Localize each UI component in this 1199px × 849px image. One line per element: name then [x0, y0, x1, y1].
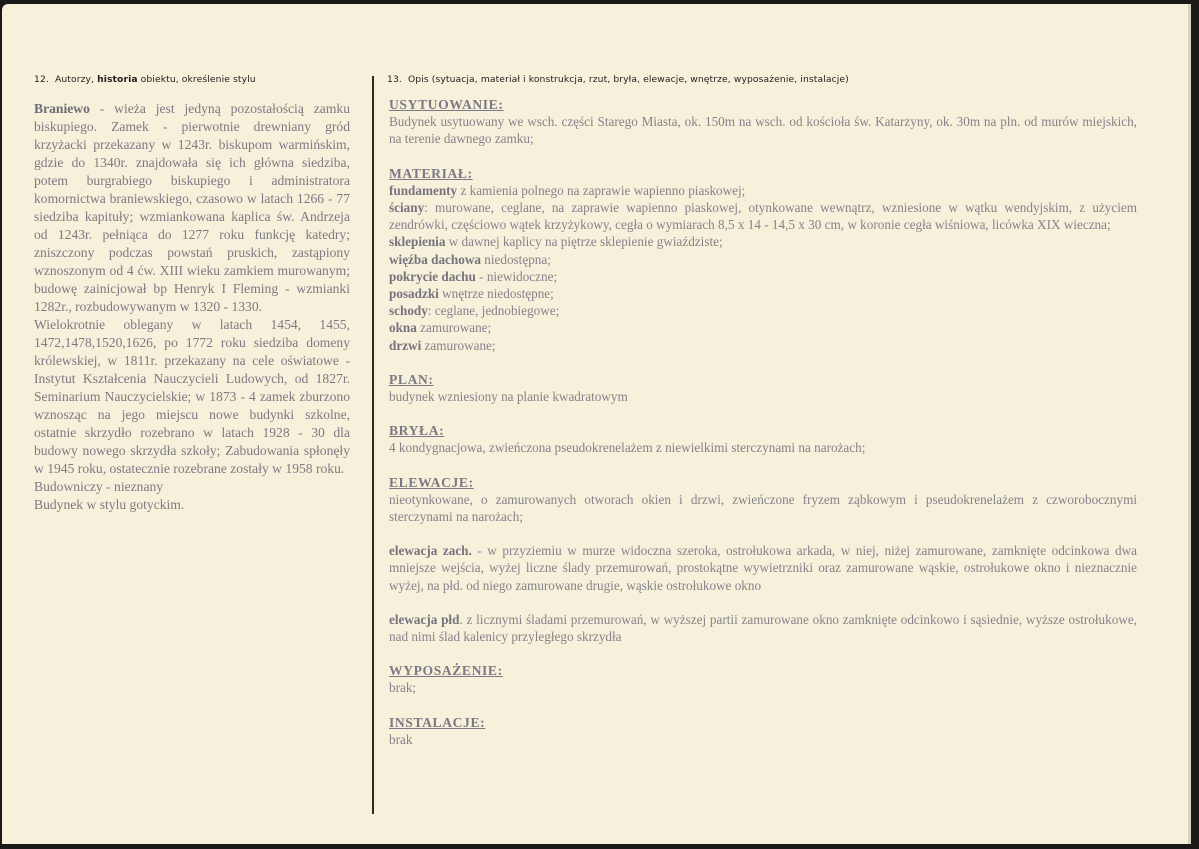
history-column: [34, 100, 350, 514]
instalacje-heading: INSTALACJE:: [389, 714, 486, 730]
section-13-label: [387, 74, 849, 85]
style-text: Budynek w stylu gotyckim.: [34, 497, 185, 512]
wyposazenie-heading: WYPOSAŻENIE:: [389, 663, 503, 679]
section-12-label-pre: Autorzy,: [54, 74, 98, 85]
material-item: ściany: murowane, ceglane, na zaprawie wapienno piaskowej, otynkowane wewnątrz, wzniesione w wątku wendyjskim, z użyciem zendrówki, częściowo wątek krzyżykowy, cegła o wymiarach 8,5 x 14 - 14,5 x 30 cm, w koronie cegła wiśniowa, licówka XIX wieczna;: [389, 200, 1137, 233]
usytuowanie-text: Budynek usytuowany we wsch. części Starego Miasta, ok. 150m na wsch. od kościoła św. Katarzyny, ok. 30m na pln. od murów miejskich, na terenie dawnego zamku;: [389, 114, 1137, 147]
elewacja-west-block: [389, 542, 1137, 594]
bryla-block: [389, 422, 1137, 456]
section-12-number: 12.: [34, 74, 49, 85]
usytuowanie-heading: USYTUOWANIE:: [389, 97, 504, 112]
material-item: drzwi zamurowane;: [389, 337, 496, 353]
elewacja-south-block: [389, 611, 1137, 645]
material-item: posadzki wnętrze niedostępne;: [389, 286, 554, 302]
history-paragraph-1: Braniewo - wieża jest jedyną pozostałością zamku biskupiego. Zamek - pierwotnie drewniany gród krzyżacki przekazany w 1243r. biskupom warmińskim, gdzie do 1340r. znajdowała się ich główna siedziba, potem burgrabiego biskupiego i administratora komornictwa braniewskiego, czasowo w latach 1266 - 77 siedziba kapituły; wzmiankowana kaplica św. Andrzeja od 1243r. pełniąca do 1277 roku funkcję katedry; zniszczony podczas powstań pruskich, zastąpiony wznoszonym od 4 ćw. XIII wieku zamkiem murowanym; budowę zainicjował bp Henryk I Fleming - wzmianki 1282r., rozbudowywanym w 1320 - 1330.: [34, 101, 350, 314]
plan-block: [389, 371, 1137, 405]
section-12-label: [34, 74, 256, 85]
history-paragraph-2: Wielokrotnie oblegany w latach 1454, 1455, 1472,1478,1520,1626, po 1772 roku siedziba domeny królewskiej, w 1811r. przekazany na cele oświatowe - Instytut Kształcenia Nauczycieli Ludowych, od 1827r. Seminarium Nauczycielskie; w 1873 - 4 zamek zburzono wznosząc na jego miejscu nowe budynki szkolne, ostatnie skrzydło rozebrano w latach 1928 - 30 dla budowy nowego skrzydła szkoły; Zabudowania spłonęły w 1945 roku, ostatecznie rozebrane zostały w 1958 roku.: [34, 317, 350, 476]
elewacje-text: nieotynkowane, o zamurowanych otworach okien i drzwi, zwieńczone fryzem ząbkowym i pseudokrenelażem z czworobocznymi sterczynami na narożach;: [389, 491, 1137, 525]
wyposazenie-block: [389, 662, 1137, 696]
instalacje-text: brak: [389, 731, 413, 747]
instalacje-block: [389, 714, 1137, 748]
wyposazenie-text: brak;: [389, 680, 417, 696]
elewacje-block: [389, 474, 1137, 526]
plan-text: budynek wzniesiony na planie kwadratowym: [389, 389, 628, 405]
elewacje-heading: ELEWACJE:: [389, 474, 474, 490]
section-13-number: 13.: [387, 74, 402, 85]
bryla-text: 4 kondygnacjowa, zwieńczona pseudokrenelażem z niewielkimi sterczynami na narożach;: [389, 440, 866, 456]
material-item: fundamenty z kamienia polnego na zaprawie wapienno piaskowej;: [389, 182, 746, 198]
plan-heading: PLAN:: [389, 371, 434, 387]
section-12-label-post: obiektu, określenie stylu: [137, 74, 256, 85]
section-13-label-text: Opis (sytuacja, materiał i konstrukcja, rzut, bryła, elewacje, wnętrze, wyposażenie, instalacje): [407, 74, 849, 85]
elewacja-west-text: elewacja zach. - w przyziemiu w murze widoczna szeroka, ostrołukowa arkada, w niej, niżej zamurowane, zamknięte odcinkowa dwa mniejsze wejścia, wyżej liczne ślady przemurowań, prostokątne wywietrzniki oraz zamurowane wąskie, ostrołukowe okno i nieznacznie wyżej, na płd. od niego zamurowane drugie, wąskie ostrołukowe okno: [389, 543, 1137, 593]
usytuowanie-block: [389, 96, 1137, 148]
location-term: Braniewo: [34, 101, 90, 116]
elewacja-south-text: elewacja płd. z licznymi śladami przemurowań, w wyższej partii zamurowane okno zamknięte odcinkowo i sąsiednie, wyższe ostrołukowe, nad nimi ślad kalenicy przyległego skrzydła: [389, 611, 1137, 645]
material-item: więźba dachowa niedostępna;: [389, 251, 551, 267]
bryla-heading: BRYŁA:: [389, 423, 445, 439]
description-column: [389, 96, 1137, 765]
section-12-label-bold: historia: [97, 74, 138, 85]
builder-text: Budowniczy - nieznany: [34, 479, 164, 494]
material-item: sklepienia w dawnej kaplicy na piętrze sklepienie gwiaździste;: [389, 234, 723, 250]
material-item: pokrycie dachu - niewidoczne;: [389, 268, 558, 284]
material-item: schody: ceglane, jednobiegowe;: [389, 303, 560, 319]
material-block: [389, 165, 1137, 354]
material-item: okna zamurowane;: [389, 320, 492, 336]
column-divider: [372, 76, 374, 814]
scan-edge: [1188, 4, 1191, 844]
material-heading: MATERIAŁ:: [389, 165, 473, 181]
